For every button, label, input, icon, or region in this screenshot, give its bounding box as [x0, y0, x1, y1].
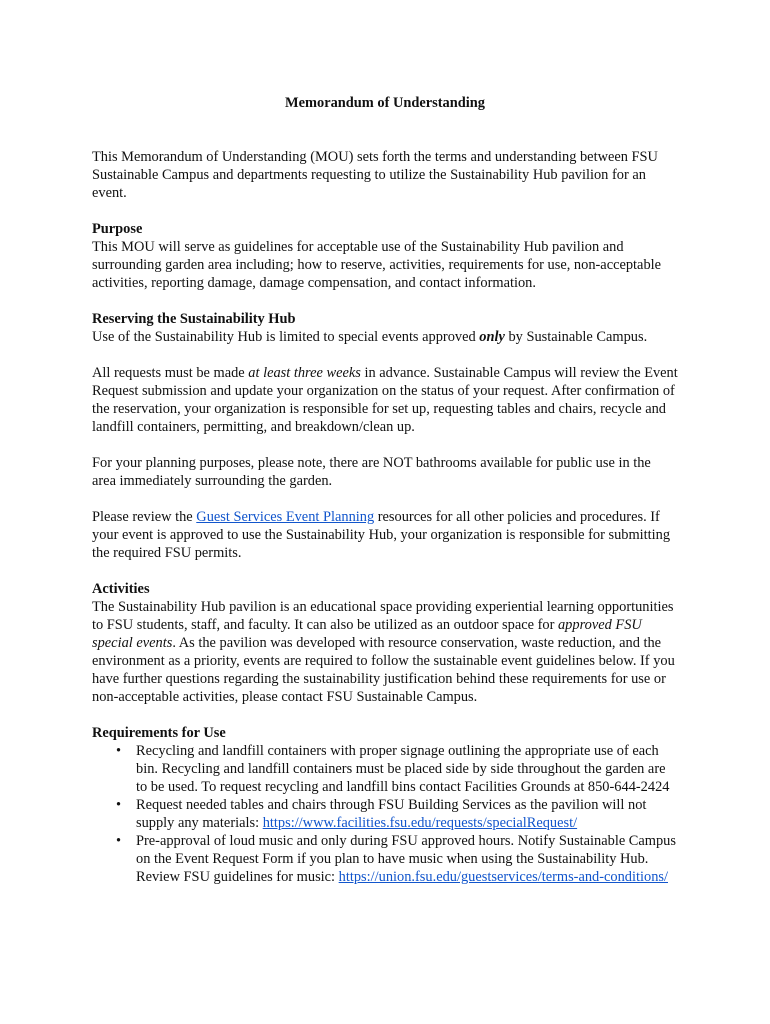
- activities-paragraph: [92, 598, 678, 706]
- activities-section: [92, 580, 678, 706]
- reserving-p4-text-end: resources for all other policies and procedures. If your event is approved to use the Sustainability Hub, your organization is responsible for submitting the required FSU permits.: [92, 509, 671, 561]
- requirements-heading: Requirements for Use: [92, 725, 226, 741]
- reserving-paragraph-4: [92, 508, 678, 562]
- requirement-text: Recycling and landfill containers with proper signage outlining the appropriate use of each bin. Recycling and landfill containers must be placed side by side throughout the garden are to be used. To request recycling and landfill bins contact Facilities Grounds at 850-644-2424: [136, 743, 670, 795]
- special-request-link[interactable]: https://www.facilities.fsu.edu/requests/specialRequest/: [262, 815, 578, 831]
- requirements-list: [92, 742, 678, 886]
- requirement-text: Pre-approval of loud music and only during FSU approved hours. Notify Sustainable Campus on the Event Request Form if you plan to have music when using the Sustainability Hub. Review FSU guidelines for music:: [136, 833, 676, 885]
- reserving-p1-emphasis: only: [479, 329, 505, 345]
- activities-text-end: . As the pavilion was developed with resource conservation, waste reduction, and the environment as a priority, events are required to follow the sustainable event guidelines below. If you have further questions regarding the sustainability justification behind these requirements for use or non-acceptable activities, please contact FSU Sustainable Campus.: [92, 635, 675, 705]
- list-item: [116, 796, 678, 832]
- bathroom-note: For your planning purposes, please note, there are NOT bathrooms available for public use in the area immediately surrounding the garden.: [92, 455, 651, 489]
- reserving-paragraph-2: [92, 364, 678, 436]
- reserving-p1-text-end: by Sustainable Campus.: [504, 329, 648, 345]
- requirements-section: [92, 724, 678, 886]
- reserving-heading: Reserving the Sustainability Hub: [92, 311, 296, 327]
- reserving-paragraph-1: [92, 328, 678, 346]
- requirement-text: Request needed tables and chairs through FSU Building Services as the pavilion will not supply any materials:: [136, 797, 647, 831]
- bullet-icon: •: [116, 743, 122, 759]
- activities-heading: Activities: [92, 581, 150, 597]
- activities-emphasis: approved FSU special events: [92, 617, 642, 651]
- intro-paragraph: This Memorandum of Understanding (MOU) sets forth the terms and understanding between FSU Sustainable Campus and departments requesting to utilize the Sustainability Hub pavilion for an event.: [92, 149, 658, 201]
- reserving-p4-text: Please review the: [92, 509, 197, 525]
- bullet-icon: •: [116, 833, 122, 849]
- page-title: Memorandum of Understanding: [285, 95, 485, 111]
- purpose-section: [92, 220, 678, 292]
- reserving-p2-text: All requests must be made: [92, 365, 249, 381]
- reserving-p2-text-end: in advance. Sustainable Campus will review the Event Request submission and update your organization on the status of your request. After confirmation of the reservation, your organization is responsible for set up, requesting tables and chairs, recycle and landfill containers, permitting, and breakdown/clean up.: [92, 365, 678, 435]
- list-item: [116, 832, 678, 886]
- list-item: [116, 742, 678, 796]
- guest-services-link[interactable]: Guest Services Event Planning: [196, 509, 375, 525]
- reserving-p2-emphasis: at least three weeks: [248, 365, 361, 381]
- reserving-section: [92, 310, 678, 346]
- purpose-text: This MOU will serve as guidelines for acceptable use of the Sustainability Hub pavilion and surrounding garden area including; how to reserve, activities, requirements for use, non-acceptable activities, reporting damage, damage compensation, and contact information.: [92, 239, 662, 291]
- reserving-p1-text: Use of the Sustainability Hub is limited to special events approved: [92, 329, 480, 345]
- activities-text: The Sustainability Hub pavilion is an educational space providing experiential learning opportunities to FSU students, staff, and faculty. It can also be utilized as an outdoor space for: [92, 599, 674, 633]
- bullet-icon: •: [116, 797, 122, 813]
- purpose-heading: Purpose: [92, 221, 143, 237]
- terms-conditions-link[interactable]: https://union.fsu.edu/guestservices/terms-and-conditions/: [338, 869, 668, 885]
